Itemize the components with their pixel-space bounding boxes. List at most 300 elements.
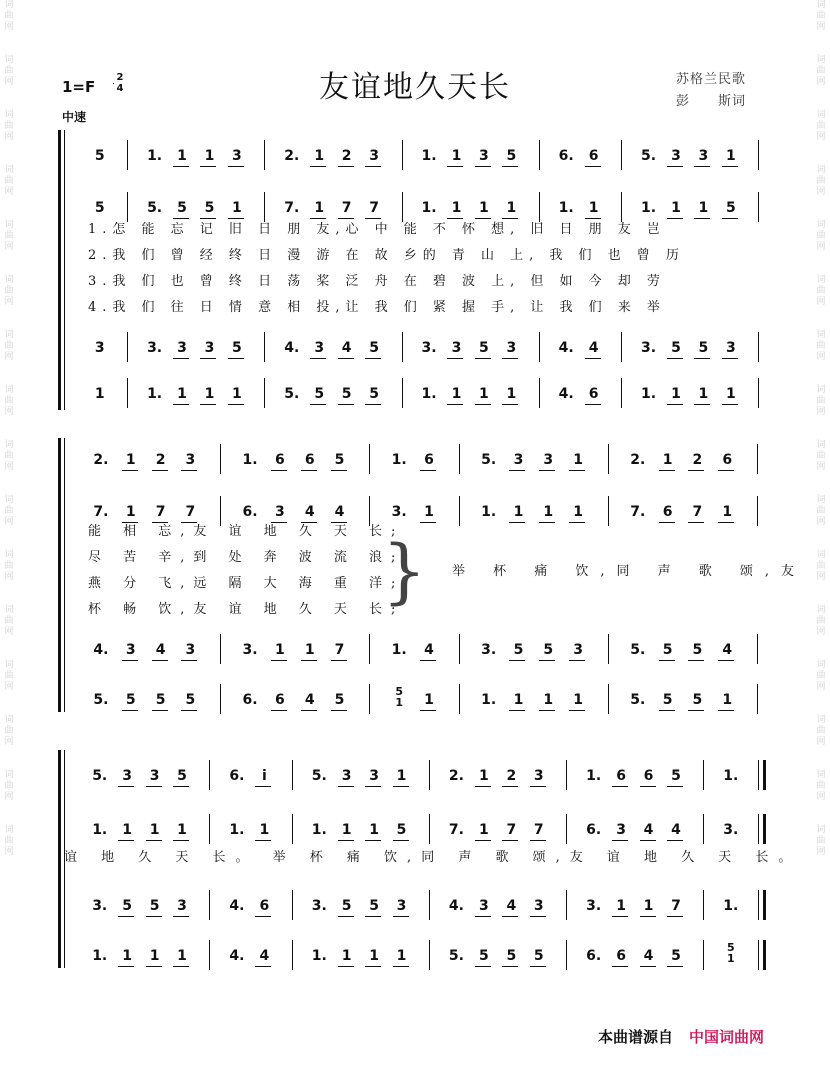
note-beam xyxy=(152,522,168,523)
system-bracket-thin xyxy=(64,130,65,410)
note-beam xyxy=(271,660,287,661)
note: 5. xyxy=(147,200,163,216)
note: 4. xyxy=(448,898,464,914)
note: 1 xyxy=(479,822,489,838)
note: 1 xyxy=(232,200,242,216)
note: 7 xyxy=(334,642,345,658)
note: 7. xyxy=(93,504,109,520)
note: 4 xyxy=(334,504,345,520)
note: 3 xyxy=(232,148,242,164)
note: 2. xyxy=(630,452,646,468)
note: 1 xyxy=(94,386,105,402)
note-beam xyxy=(393,966,409,967)
note: 3. xyxy=(586,898,602,914)
note-beam xyxy=(338,358,354,359)
note: 6 xyxy=(588,386,599,402)
note-beam xyxy=(530,786,546,787)
note-beam xyxy=(173,166,189,167)
lyric-line: 杯 畅 饮,友 谊 地 久 天 长; xyxy=(88,602,405,617)
barline xyxy=(608,444,609,474)
note: 4. xyxy=(284,340,300,356)
note-beam xyxy=(173,358,189,359)
note: 4 xyxy=(259,948,270,964)
note: 3 xyxy=(94,340,105,356)
note: 2 xyxy=(155,452,166,468)
note: 5. xyxy=(481,452,497,468)
note-beam xyxy=(539,470,555,471)
barline xyxy=(703,814,704,844)
note: 3 xyxy=(533,898,544,914)
note-beam xyxy=(331,660,347,661)
note: 1 xyxy=(506,386,517,402)
note: 4 xyxy=(304,692,315,708)
note: 5 xyxy=(671,340,681,356)
note: 1 xyxy=(722,504,733,520)
system-bracket-thin xyxy=(64,438,65,712)
note: 6. xyxy=(558,148,574,164)
barline xyxy=(608,496,609,526)
barline xyxy=(459,684,460,714)
barline xyxy=(621,140,622,170)
note: 6 xyxy=(274,692,285,708)
note: 1 xyxy=(616,898,626,914)
note-beam xyxy=(722,404,738,405)
note: 5 xyxy=(662,642,673,658)
note: 1 xyxy=(451,148,462,164)
note: 4 xyxy=(424,642,434,658)
note-beam xyxy=(475,916,491,917)
note-beam xyxy=(365,916,381,917)
note: 3. xyxy=(723,822,739,838)
note-beam xyxy=(310,166,326,167)
note: 1 xyxy=(369,948,379,964)
note: 5. xyxy=(640,148,657,164)
note: 3 xyxy=(125,642,136,658)
note: 3. xyxy=(421,340,437,356)
note: 3 xyxy=(122,768,133,784)
note: 6 xyxy=(643,768,654,784)
note-beam xyxy=(122,710,138,711)
note: 5 xyxy=(396,822,407,838)
note-beam xyxy=(146,786,162,787)
note-beam xyxy=(393,916,409,917)
note-beam xyxy=(722,218,738,219)
note-beam xyxy=(667,358,683,359)
note-beam xyxy=(301,470,317,471)
note: 4 xyxy=(304,504,315,520)
note-beam xyxy=(173,840,189,841)
barline xyxy=(220,634,221,664)
note-beam xyxy=(694,218,710,219)
note: 1 xyxy=(513,504,524,520)
lyric-brace: } xyxy=(382,530,427,612)
note: 1 xyxy=(424,504,434,520)
note-beam xyxy=(152,470,168,471)
note-beam xyxy=(181,522,197,523)
barline xyxy=(209,814,210,844)
note: 7 xyxy=(369,200,379,216)
note-beam xyxy=(694,404,710,405)
note: 1 xyxy=(149,948,160,964)
note-beam xyxy=(173,404,189,405)
note: 5. xyxy=(448,948,464,964)
note: 1 xyxy=(149,822,160,838)
barline xyxy=(127,140,128,170)
lyric-line: 2.我 们 曾 经 终 日 漫 游 在 故 乡的 青 山 上, 我 们 也 曾 历 xyxy=(88,248,685,263)
note-beam xyxy=(447,404,463,405)
note-beam xyxy=(569,660,585,661)
note: 3 xyxy=(451,340,462,356)
note: 7 xyxy=(341,200,352,216)
note: 5 xyxy=(662,692,673,708)
note: 1 xyxy=(543,504,554,520)
note-beam xyxy=(420,470,436,471)
note-beam xyxy=(338,786,354,787)
note: 5 xyxy=(506,148,517,164)
note: 5 xyxy=(334,452,345,468)
note: 1. xyxy=(421,386,437,402)
note: 1 xyxy=(479,386,489,402)
note-beam xyxy=(331,710,347,711)
note: 1. xyxy=(723,898,739,914)
note-beam xyxy=(502,166,518,167)
note-beam xyxy=(393,786,409,787)
note: 1 xyxy=(588,200,599,216)
note: 1. xyxy=(421,200,437,216)
note-beam xyxy=(612,966,628,967)
note: 6. xyxy=(586,948,602,964)
barline xyxy=(621,378,622,408)
barline xyxy=(757,496,758,526)
note: 4 xyxy=(155,642,166,658)
note-beam xyxy=(530,840,546,841)
note: 1. xyxy=(723,768,739,784)
note: 2 xyxy=(692,452,703,468)
note-beam xyxy=(200,358,216,359)
note: 3 xyxy=(149,768,160,784)
note-beam xyxy=(420,710,436,711)
key-signature: 1=F xyxy=(62,78,96,96)
note-beam xyxy=(694,358,710,359)
system-bracket xyxy=(58,750,61,968)
note: 3 xyxy=(369,148,379,164)
lyric-line: 4.我 们 往 日 情 意 相 投,让 我 们 紧 握 手, 让 我 们 来 举 xyxy=(88,300,666,315)
note: 3. xyxy=(92,898,108,914)
note: 4. xyxy=(229,898,245,914)
time-fraction-bar xyxy=(113,83,114,84)
note: 3 xyxy=(543,452,554,468)
barline xyxy=(758,332,759,362)
note: 1 xyxy=(506,200,517,216)
note: 6 xyxy=(274,452,285,468)
note-beam xyxy=(338,966,354,967)
note: 2. xyxy=(448,768,464,784)
note-beam xyxy=(118,840,134,841)
note-beam xyxy=(509,470,525,471)
note-beam xyxy=(118,966,134,967)
note-beam xyxy=(667,404,683,405)
note: 1. xyxy=(640,200,657,216)
note-beam xyxy=(331,470,347,471)
note: 3 xyxy=(698,148,709,164)
note: 1. xyxy=(229,822,245,838)
note-beam xyxy=(475,840,491,841)
note: 3 xyxy=(185,452,196,468)
barline xyxy=(402,192,403,222)
final-barline xyxy=(758,940,759,970)
note-beam xyxy=(118,786,134,787)
note: 1 xyxy=(177,148,187,164)
note-beam xyxy=(271,710,287,711)
note-beam xyxy=(146,916,162,917)
note: 1 xyxy=(396,948,407,964)
note: 1 xyxy=(204,148,215,164)
barline xyxy=(757,634,758,664)
note: 5 xyxy=(94,148,105,164)
note: 3 xyxy=(177,898,187,914)
final-barline xyxy=(758,814,759,844)
barline xyxy=(566,814,567,844)
barline xyxy=(539,140,540,170)
note-beam xyxy=(509,522,525,523)
note: 1 xyxy=(671,200,681,216)
note-beam xyxy=(569,522,585,523)
note: 5 xyxy=(543,642,554,658)
note: 7 xyxy=(155,504,166,520)
note: 3. xyxy=(147,340,163,356)
note: 1 xyxy=(725,148,736,164)
barline xyxy=(757,444,758,474)
note-beam xyxy=(667,966,683,967)
note-beam xyxy=(530,966,546,967)
watermark-left: 词 曲 网 词 曲 网 词 曲 网 词 曲 网 词 曲 网 词 曲 网 词 曲 网 词 曲 网 词 曲 网 词 曲 网 词 曲 网 词 曲 网 词 曲 网 词 曲 网 词 曲 网 词 曲 网 xyxy=(4,0,14,857)
note: 1 xyxy=(396,768,407,784)
note-beam xyxy=(365,840,381,841)
note: 1 xyxy=(232,386,242,402)
note: 5 xyxy=(369,386,379,402)
barline xyxy=(402,140,403,170)
note: 4. xyxy=(229,948,245,964)
note-beam xyxy=(502,358,518,359)
note: 4 xyxy=(588,340,599,356)
note-beam xyxy=(569,710,585,711)
note: 4 xyxy=(643,948,654,964)
note-beam xyxy=(228,358,244,359)
note-beam xyxy=(200,166,216,167)
note: 1 xyxy=(204,386,215,402)
note: 4 xyxy=(643,822,654,838)
note: 1 xyxy=(259,822,270,838)
note: 5 xyxy=(671,768,681,784)
note-beam xyxy=(393,840,409,841)
time-numerator: 2 xyxy=(116,72,124,83)
barline xyxy=(220,444,221,474)
note: 1 xyxy=(177,822,187,838)
barline xyxy=(566,890,567,920)
note-beam xyxy=(585,218,601,219)
note: 5 xyxy=(369,898,379,914)
note-beam xyxy=(338,916,354,917)
note: 3. xyxy=(311,898,327,914)
note: 5. xyxy=(92,768,108,784)
barline xyxy=(369,444,370,474)
note-beam xyxy=(688,710,704,711)
final-barline xyxy=(758,760,759,790)
note: 1 xyxy=(177,386,187,402)
note-beam xyxy=(718,470,734,471)
note: 1 xyxy=(725,386,736,402)
note: 5. xyxy=(93,692,109,708)
note-beam xyxy=(181,660,197,661)
note: 6. xyxy=(242,692,258,708)
note: 5 xyxy=(341,386,352,402)
note-beam xyxy=(365,404,381,405)
barline xyxy=(703,940,704,970)
note-beam xyxy=(585,358,601,359)
barline xyxy=(459,496,460,526)
note-beam xyxy=(122,660,138,661)
note: 1. xyxy=(242,452,258,468)
note: 5. xyxy=(630,692,646,708)
note-beam xyxy=(228,404,244,405)
barline xyxy=(292,890,293,920)
page-title: 友谊地久天长 xyxy=(319,70,511,105)
note: 1 xyxy=(451,200,462,216)
note: 4 xyxy=(722,642,733,658)
barline xyxy=(209,940,210,970)
note: 1 xyxy=(479,768,489,784)
note: 1. xyxy=(92,948,108,964)
note-beam xyxy=(585,166,601,167)
note-beam xyxy=(694,166,710,167)
lyric-line: 3.我 们 也 曾 终 日 荡 桨 泛 舟 在 碧 波 上, 但 如 今 却 劳 xyxy=(88,274,666,289)
note-beam xyxy=(310,218,326,219)
note: 7 xyxy=(671,898,681,914)
note: 1 xyxy=(671,386,681,402)
final-barline xyxy=(758,890,759,920)
note-beam xyxy=(228,218,244,219)
note: 1. xyxy=(558,200,574,216)
note-beam xyxy=(475,358,491,359)
barline xyxy=(539,192,540,222)
note: 1. xyxy=(421,148,437,164)
music-credit: 苏格兰民歌 xyxy=(676,72,747,87)
note: 1 xyxy=(662,452,673,468)
source-brand: 中国词曲网 xyxy=(689,1028,765,1046)
barline xyxy=(608,634,609,664)
lyric-line: 1.怎 能 忘 记 旧 日 朋 友,心 中 能 不 怀 想, 旧 日 朋 友 岂 xyxy=(88,222,666,237)
note: 5 xyxy=(177,200,187,216)
note: 4. xyxy=(558,386,574,402)
note-beam xyxy=(475,218,491,219)
note: 5. xyxy=(284,386,300,402)
note-beam xyxy=(173,916,189,917)
note-beam xyxy=(200,218,216,219)
note: 2. xyxy=(284,148,300,164)
note: 5 xyxy=(149,898,160,914)
note: 1 xyxy=(274,642,285,658)
note: 6 xyxy=(588,148,599,164)
note: 5 xyxy=(232,340,242,356)
note-beam xyxy=(640,966,656,967)
refrain-lyric: 举 杯 痛 饮,同 声 歌 颂,友 xyxy=(452,564,807,579)
barline xyxy=(703,890,704,920)
note: 6 xyxy=(616,948,626,964)
note: 1. xyxy=(640,386,657,402)
note: 1 xyxy=(314,148,325,164)
note: 5 xyxy=(122,898,133,914)
note-beam xyxy=(420,660,436,661)
note-beam xyxy=(688,522,704,523)
note: 1. xyxy=(147,386,163,402)
note-beam xyxy=(146,840,162,841)
barline xyxy=(127,192,128,222)
note: 5 xyxy=(698,340,709,356)
note: 3 xyxy=(671,148,681,164)
note: 3 xyxy=(479,898,489,914)
barline xyxy=(758,378,759,408)
note: 5 xyxy=(513,642,524,658)
note-beam xyxy=(365,786,381,787)
note: 5 xyxy=(671,948,681,964)
note-beam xyxy=(667,218,683,219)
note-beam xyxy=(338,840,354,841)
note-beam xyxy=(502,786,518,787)
note: 6 xyxy=(722,452,733,468)
note: 5 xyxy=(94,200,105,216)
barline xyxy=(402,378,403,408)
note: 5 1 xyxy=(395,685,403,709)
note-beam xyxy=(688,470,704,471)
note-beam xyxy=(502,404,518,405)
note-beam xyxy=(338,218,354,219)
note: 1 xyxy=(369,822,379,838)
note-beam xyxy=(255,786,271,787)
note: 1. xyxy=(92,822,108,838)
note: 1 xyxy=(543,692,554,708)
note: 2 xyxy=(506,768,517,784)
note-beam xyxy=(585,404,601,405)
note-beam xyxy=(612,786,628,787)
barline xyxy=(402,332,403,362)
note: 5 xyxy=(177,768,187,784)
barline xyxy=(429,760,430,790)
note-beam xyxy=(718,660,734,661)
note-beam xyxy=(718,710,734,711)
note: 6 xyxy=(662,504,673,520)
note-beam xyxy=(255,840,271,841)
system-bracket xyxy=(58,130,61,410)
note: 3 xyxy=(369,768,379,784)
note-beam xyxy=(255,916,271,917)
time-denominator: 4 xyxy=(116,83,124,94)
barline xyxy=(264,140,265,170)
note: 3 xyxy=(725,340,736,356)
note: 5 xyxy=(725,200,736,216)
barline xyxy=(369,634,370,664)
note-beam xyxy=(365,166,381,167)
barline xyxy=(621,192,622,222)
note-beam xyxy=(181,470,197,471)
note-beam xyxy=(659,522,675,523)
note-beam xyxy=(338,166,354,167)
note: 4. xyxy=(93,642,109,658)
source-footer xyxy=(598,1026,764,1047)
note-beam xyxy=(475,966,491,967)
note-beam xyxy=(152,710,168,711)
note: 5 xyxy=(533,948,544,964)
note-beam xyxy=(509,660,525,661)
